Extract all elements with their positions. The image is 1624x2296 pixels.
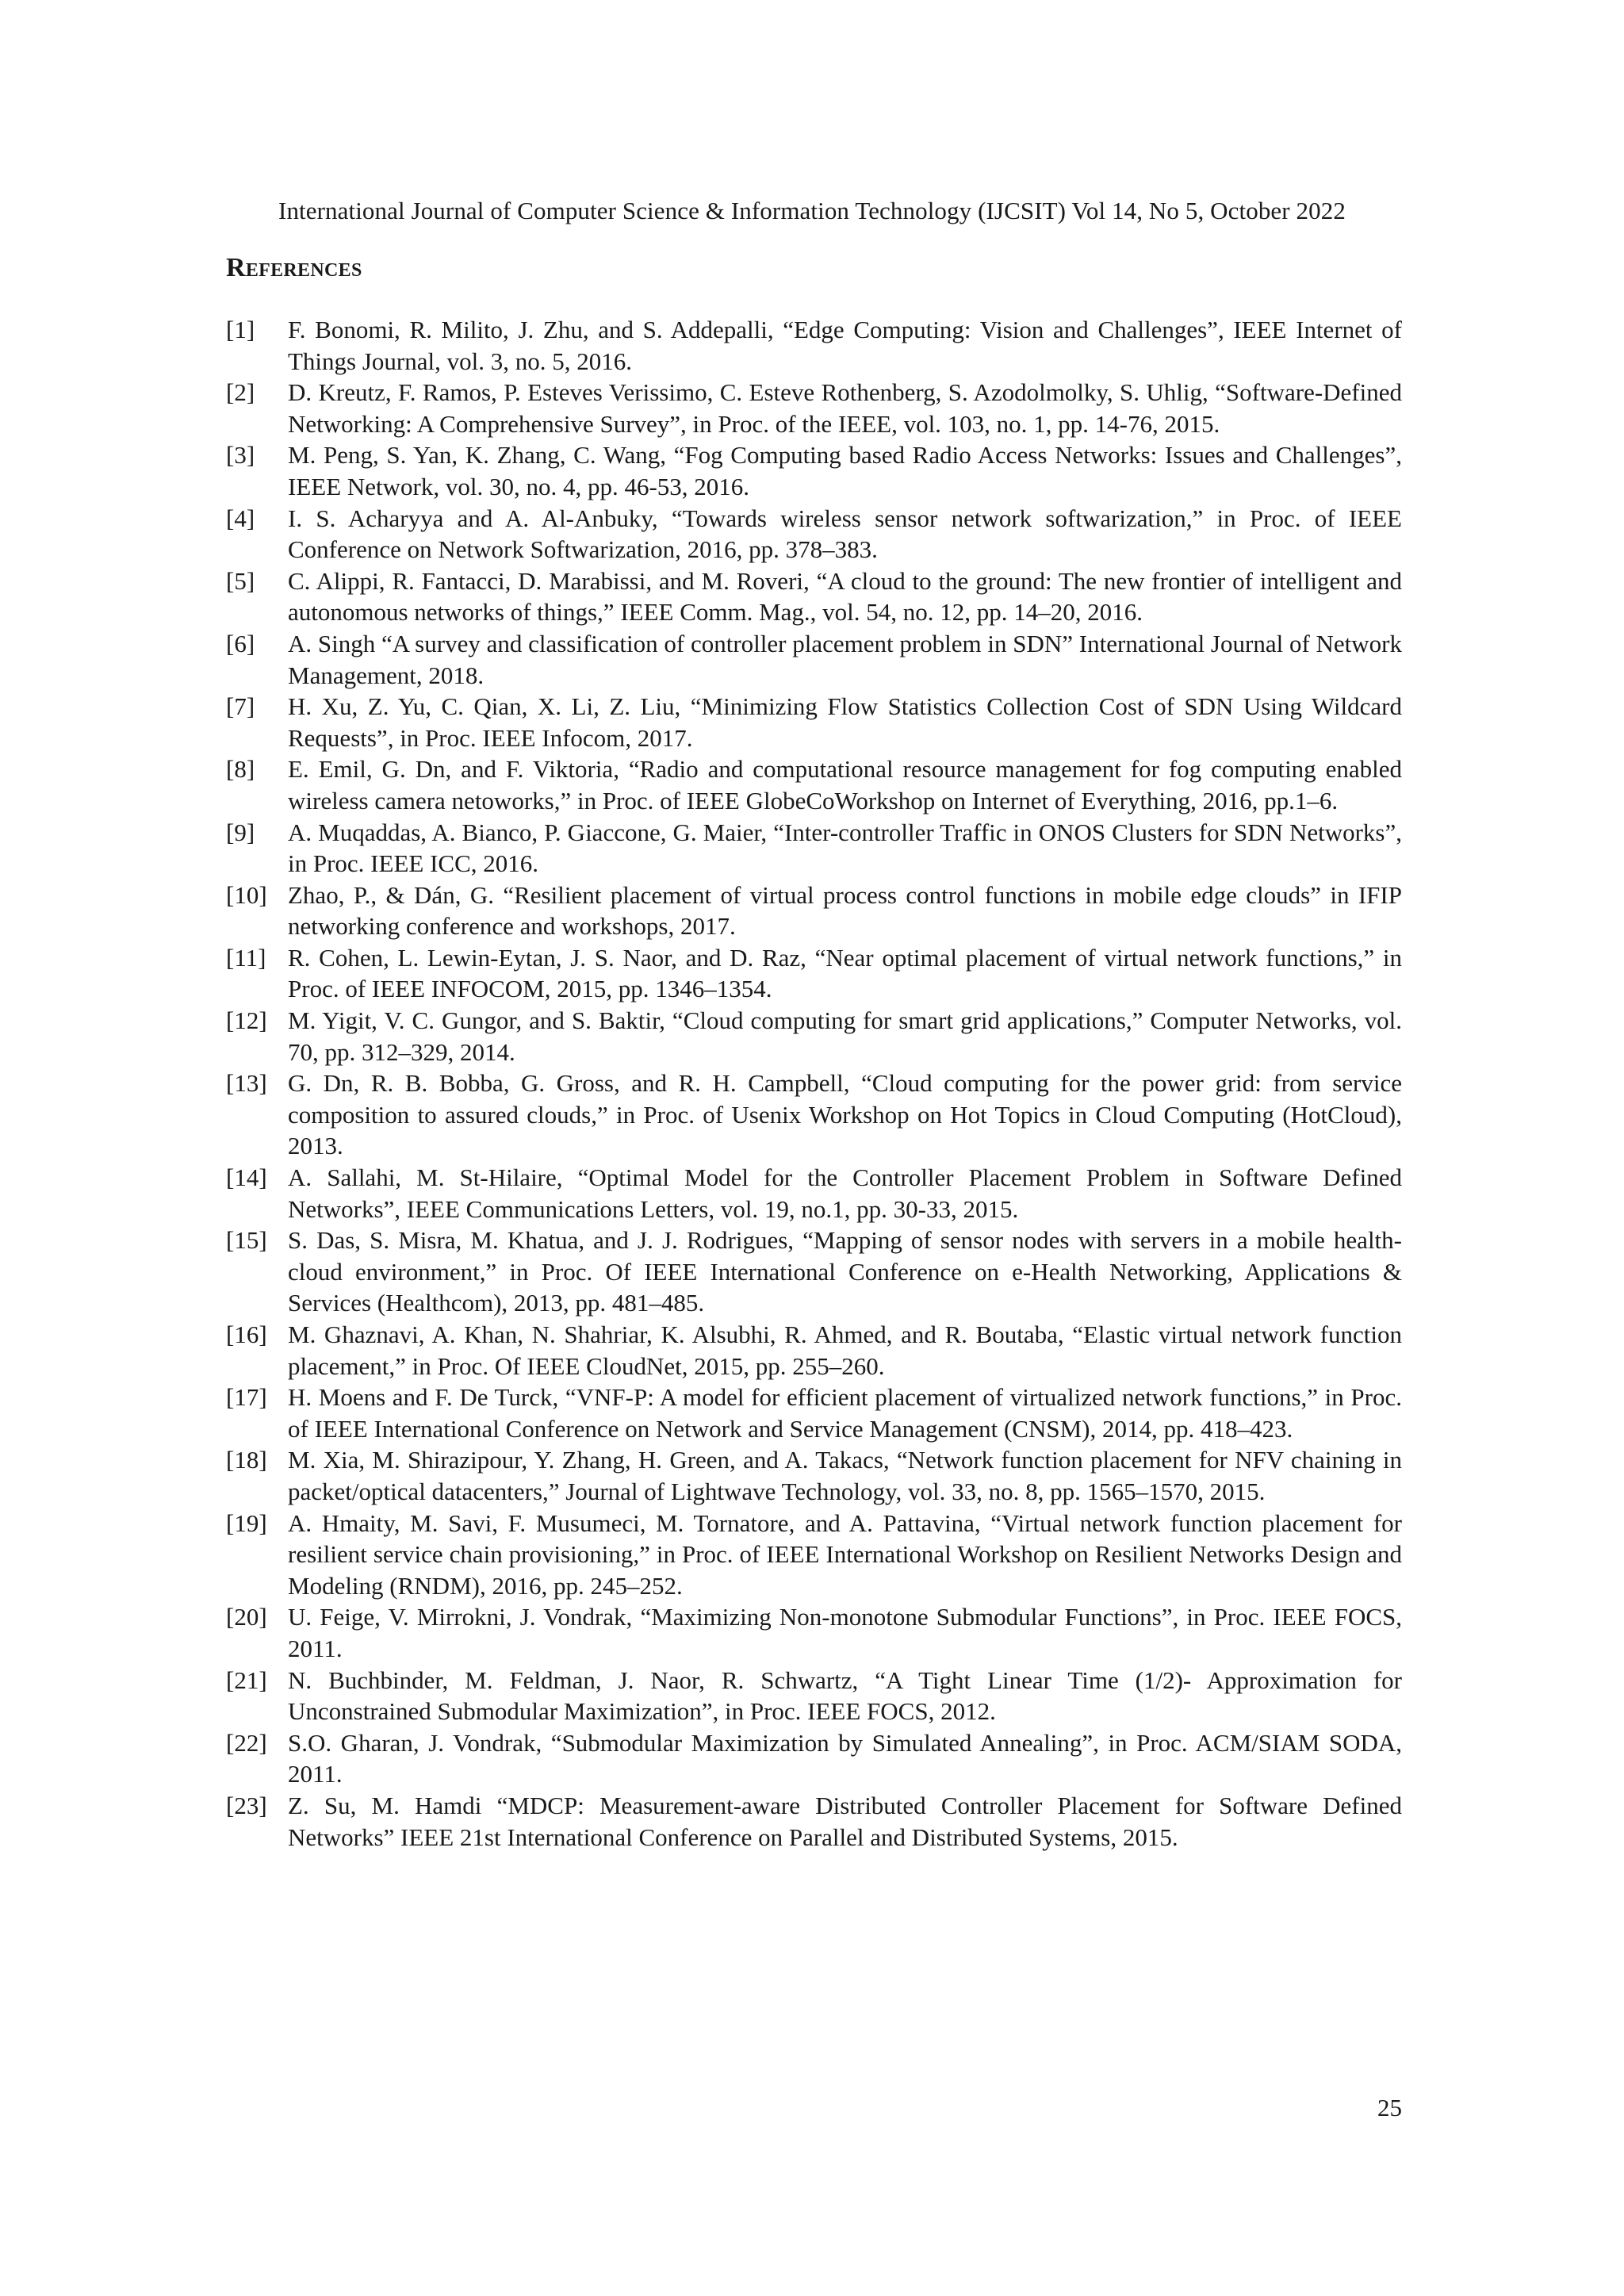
reference-number: [13] [226,1069,267,1098]
reference-item [226,1665,1402,1727]
reference-item [226,1444,1402,1507]
reference-number: [4] [226,504,255,532]
reference-text: D. Kreutz, F. Ramos, P. Esteves Verissimo, C. Esteve Rothenberg, S. Azodolmolky, S. Uhlig, “Software-Defined Networking: A Comprehensive Survey”, in Proc. of the IEEE, vol. 103, no. 1, pp. 14-76, 2015. [288,378,1402,438]
reference-number: [20] [226,1603,267,1631]
reference-item [226,377,1402,439]
reference-list [226,314,1402,1853]
reference-text: G. Dn, R. B. Bobba, G. Gross, and R. H. Campbell, “Cloud computing for the power grid: from service composition to assured clouds,” in Proc. of Usenix Workshop on Hot Topics in Cloud Computing (HotCloud), 2013. [288,1069,1402,1160]
reference-number: [10] [226,880,267,909]
running-header: International Journal of Computer Science & Information Technology (IJCSIT) Vol 14, No 5, October 2022 [278,197,1346,224]
reference-item [226,1225,1402,1319]
reference-number: [3] [226,441,255,470]
reference-number: [23] [226,1791,267,1819]
reference-text: U. Feige, V. Mirrokni, J. Vondrak, “Maximizing Non-monotone Submodular Functions”, in Proc. IEEE FOCS, 2011. [288,1603,1402,1662]
reference-text: I. S. Acharyya and A. Al-Anbuky, “Towards wireless sensor network softwarization,” in Proc. of IEEE Conference on Network Softwarization, 2016, pp. 378–383. [288,504,1402,564]
reference-text: Zhao, P., & Dán, G. “Resilient placement of virtual process control functions in mobile edge clouds” in IFIP networking conference and workshops, 2017. [288,880,1402,941]
reference-number: [14] [226,1163,267,1192]
reference-item [226,753,1402,816]
reference-text: S. Das, S. Misra, M. Khatua, and J. J. Rodrigues, “Mapping of sensor nodes with servers in a mobile health-cloud environment,” in Proc. Of IEEE International Conference on e-Health Networking, Applications & Services (Healthcom), 2013, pp. 481–485. [288,1226,1402,1317]
reference-item [226,1727,1402,1790]
reference-number: [8] [226,755,255,784]
reference-item [226,691,1402,753]
reference-item [226,942,1402,1005]
reference-text: M. Ghaznavi, A. Khan, N. Shahriar, K. Alsubhi, R. Ahmed, and R. Boutaba, “Elastic virtual network function placement,” in Proc. Of IEEE CloudNet, 2015, pp. 255–260. [288,1320,1402,1380]
reference-text: M. Yigit, V. C. Gungor, and S. Baktir, “Cloud computing for smart grid applications,” Computer Networks, vol. 70, pp. 312–329, 2014. [288,1006,1402,1066]
reference-number: [5] [226,566,255,595]
reference-item [226,880,1402,942]
page-number: 25 [1377,2094,1402,2122]
references-heading: References [226,253,362,282]
reference-text: N. Buchbinder, M. Feldman, J. Naor, R. Schwartz, “A Tight Linear Time (1/2)- Approximation for Unconstrained Submodular Maximization”, in Proc. IEEE FOCS, 2012. [288,1665,1402,1726]
reference-text: M. Peng, S. Yan, K. Zhang, C. Wang, “Fog Computing based Radio Access Networks: Issues and Challenges”, IEEE Network, vol. 30, no. 4, pp. 46-53, 2016. [288,441,1402,500]
reference-number: [21] [226,1665,267,1694]
reference-text: A. Muqaddas, A. Bianco, P. Giaccone, G. Maier, “Inter-controller Traffic in ONOS Clusters for SDN Networks”, in Proc. IEEE ICC, 2016. [288,818,1402,878]
reference-item [226,1068,1402,1162]
reference-item [226,1790,1402,1853]
reference-text: F. Bonomi, R. Milito, J. Zhu, and S. Addepalli, “Edge Computing: Vision and Challenges”, IEEE Internet of Things Journal, vol. 3, no. 5, 2016. [288,316,1402,375]
reference-number: [15] [226,1226,267,1255]
reference-text: Z. Su, M. Hamdi “MDCP: Measurement-aware Distributed Controller Placement for Software Defined Networks” IEEE 21st International Conference on Parallel and Distributed Systems, 2015. [288,1791,1402,1851]
reference-number: [7] [226,692,255,721]
reference-item [226,1382,1402,1444]
reference-item [226,817,1402,880]
reference-text: C. Alippi, R. Fantacci, D. Marabissi, and M. Roveri, “A cloud to the ground: The new frontier of intelligent and autonomous networks of things,” IEEE Comm. Mag., vol. 54, no. 12, pp. 14–20, 2016. [288,566,1402,627]
reference-item [226,1508,1402,1602]
reference-number: [6] [226,629,255,657]
reference-number: [16] [226,1320,267,1348]
reference-item [226,1601,1402,1664]
reference-item [226,1162,1402,1225]
reference-number: [1] [226,316,255,343]
reference-item [226,503,1402,565]
reference-item [226,628,1402,691]
reference-number: [17] [226,1383,267,1412]
reference-text: M. Xia, M. Shirazipour, Y. Zhang, H. Green, and A. Takacs, “Network function placement for NFV chaining in packet/optical datacenters,” Journal of Lightwave Technology, vol. 33, no. 8, pp. 1565–1570, 2015. [288,1446,1402,1505]
reference-item [226,1005,1402,1068]
reference-text: A. Hmaity, M. Savi, F. Musumeci, M. Tornatore, and A. Pattavina, “Virtual network function placement for resilient service chain provisioning,” in Proc. of IEEE International Workshop on Resilient Networks Design and Modeling (RNDM), 2016, pp. 245–252. [288,1508,1402,1600]
reference-number: [18] [226,1446,267,1474]
reference-number: [12] [226,1006,267,1035]
reference-item [226,565,1402,628]
reference-number: [9] [226,818,255,846]
reference-text: R. Cohen, L. Lewin-Eytan, J. S. Naor, and D. Raz, “Near optimal placement of virtual network functions,” in Proc. of IEEE INFOCOM, 2015, pp. 1346–1354. [288,943,1402,1003]
reference-text: A. Sallahi, M. St-Hilaire, “Optimal Model for the Controller Placement Problem in Software Defined Networks”, IEEE Communications Letters, vol. 19, no.1, pp. 30-33, 2015. [288,1163,1402,1223]
reference-text: S.O. Gharan, J. Vondrak, “Submodular Maximization by Simulated Annealing”, in Proc. ACM/SIAM SODA, 2011. [288,1728,1402,1788]
reference-number: [2] [226,378,255,407]
reference-item [226,1319,1402,1382]
reference-text: E. Emil, G. Dn, and F. Viktoria, “Radio and computational resource management for fog computing enabled wireless camera netoworks,” in Proc. of IEEE GlobeCoWorkshop on Internet of Everything, 2016, pp.1–6. [288,755,1402,815]
reference-text: A. Singh “A survey and classification of controller placement problem in SDN” International Journal of Network Management, 2018. [288,629,1402,689]
reference-number: [19] [226,1508,267,1537]
reference-text: H. Xu, Z. Yu, C. Qian, X. Li, Z. Liu, “Minimizing Flow Statistics Collection Cost of SDN Using Wildcard Requests”, in Proc. IEEE Infocom, 2017. [288,692,1402,752]
reference-item [226,439,1402,502]
reference-number: [22] [226,1728,267,1757]
reference-text: H. Moens and F. De Turck, “VNF-P: A model for efficient placement of virtualized network functions,” in Proc. of IEEE International Conference on Network and Service Management (CNSM), 2014, pp. 418–423. [288,1383,1402,1443]
reference-number: [11] [226,943,266,972]
reference-item [226,314,1402,377]
